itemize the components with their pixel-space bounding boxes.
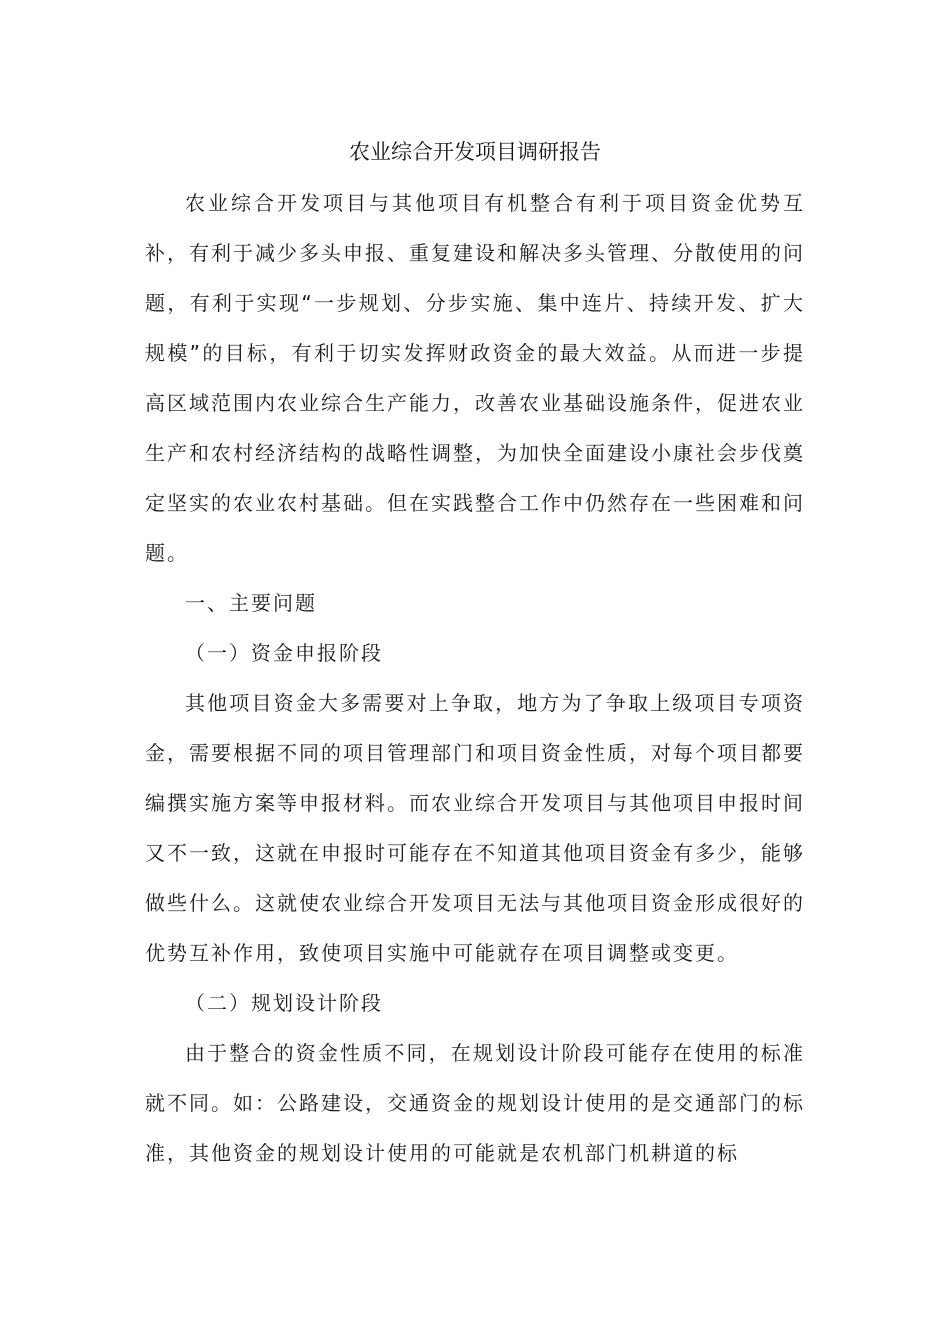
fund-application-paragraph: 其他项目资金大多需要对上争取，地方为了争取上级项目专项资金，需要根据不同的项目管理部门和项目资金性质，对每个项目都要编撰实施方案等申报材料。而农业综合开发项目与其他项目申报时间又不一致，这就在申报时可能存在不知道其他项目资金有多少，能够做些什么。这就使农业综合开发项目无法与其他项目资金形成很好的优势互补作用，致使项目实施中可能就存在项目调整或变更。 [145,691,805,965]
section-heading-main-problems: 一、主要问题 [185,591,317,615]
intro-paragraph: 农业综合开发项目与其他项目有机整合有利于项目资金优势互补，有利于减少多头申报、重复建设和解决多头管理、分散使用的问题，有利于实现“一步规划、分步实施、集中连片、持续开发、扩大规模”的目标，有利于切实发挥财政资金的最大效益。从而进一步提高区域范围内农业综合生产能力，改善农业基础设施条件，促进农业生产和农村经济结构的战略性调整，为加快全面建设小康社会步伐奠定坚实的农业农村基础。但在实践整合工作中仍然存在一些困难和问题。 [145,191,805,565]
subsection-heading-planning-design: （二）规划设计阶段 [185,991,383,1015]
document-title: 农业综合开发项目调研报告 [349,140,601,164]
subsection-heading-fund-application: （一）资金申报阶段 [185,641,383,665]
document-body [145,132,805,1178]
planning-design-paragraph: 由于整合的资金性质不同，在规划设计阶段可能存在使用的标准就不同。如：公路建设，交通资金的规划设计使用的是交通部门的标准，其他资金的规划设计使用的可能就是农机部门机耕道的标 [145,1041,805,1165]
